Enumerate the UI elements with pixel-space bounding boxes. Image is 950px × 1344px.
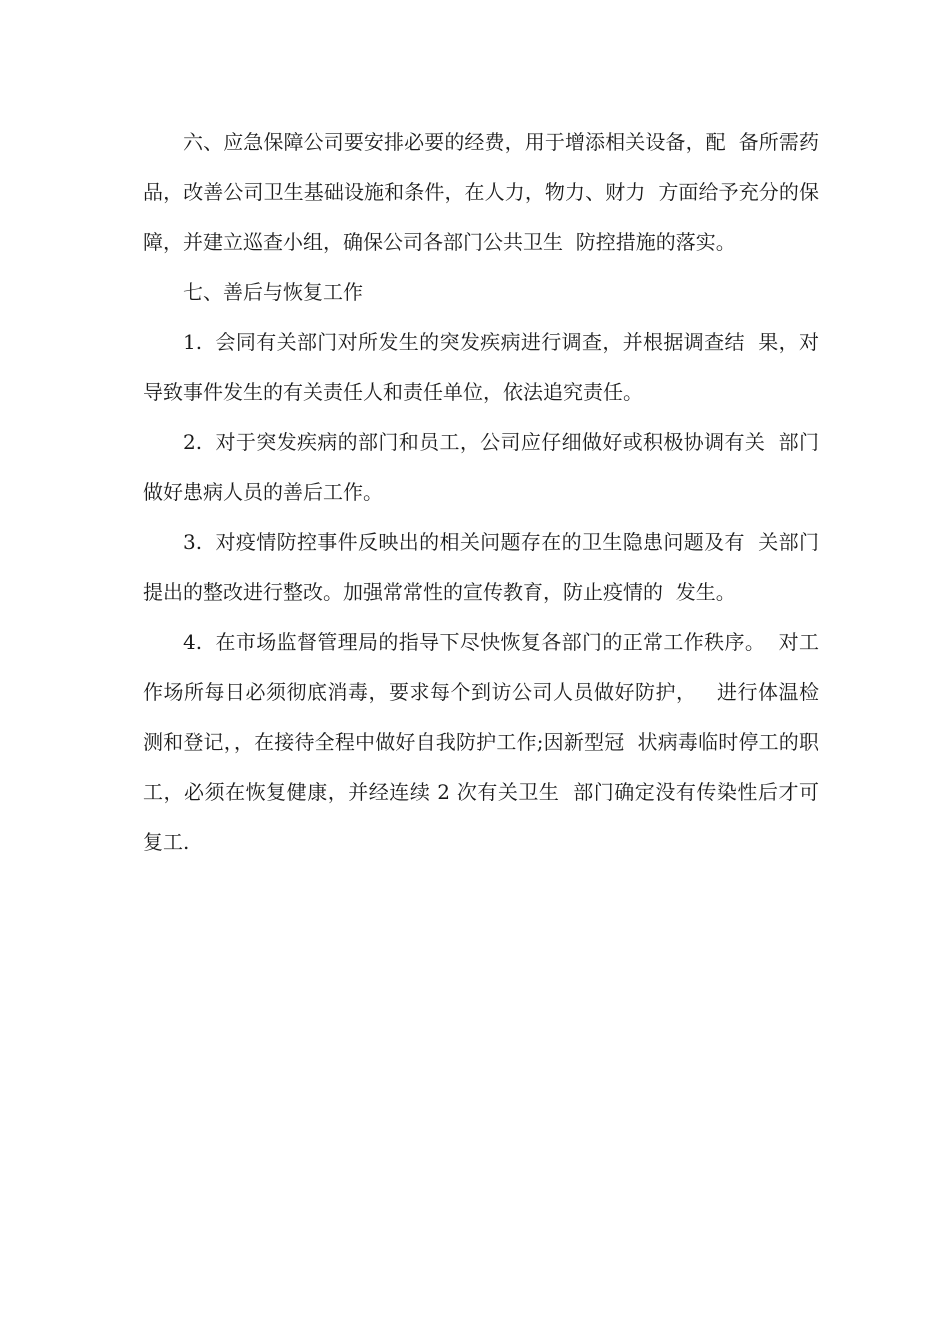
paragraph-item-2: 2. 对于突发疾病的部门和员工，公司应仔细做好或积极协调有关 部门做好患病人员的善后工作。 [143, 430, 819, 504]
paragraph-item-4: 4. 在市场监督管理局的指导下尽快恢复各部门的正常工作秩序。 对工作场所每日必须彻底消毒，要求每个到访公司人员做好防护， 进行体温检测和登记，，在接待全程中做好自我防护工作;因新型冠 状病毒临时停工的职工，必须在恢复健康，并经连续 2 次有关卫生 部门确定没有传染性后才可复工. [143, 630, 819, 854]
paragraph-emergency-support: 六、应急保障公司要安排必要的经费，用于增添相关设备，配 备所需药品，改善公司卫生基础设施和条件，在人力，物力、财力 方面给予充分的保障，并建立巡查小组，确保公司各部门公共卫生 防控措施的落实。 [143, 130, 819, 254]
section-heading-aftermath-recovery: 七、善后与恢复工作 [183, 280, 363, 304]
paragraph-item-3: 3. 对疫情防控事件反映出的相关问题存在的卫生隐患问题及有 关部门提出的整改进行整改。加强常常性的宣传教育，防止疫情的 发生。 [143, 530, 819, 604]
paragraph-item-1: 1. 会同有关部门对所发生的突发疾病进行调查，并根据调查结 果，对导致事件发生的有关责任人和责任单位，依法追究责任。 [143, 330, 819, 404]
document-body [143, 117, 819, 867]
